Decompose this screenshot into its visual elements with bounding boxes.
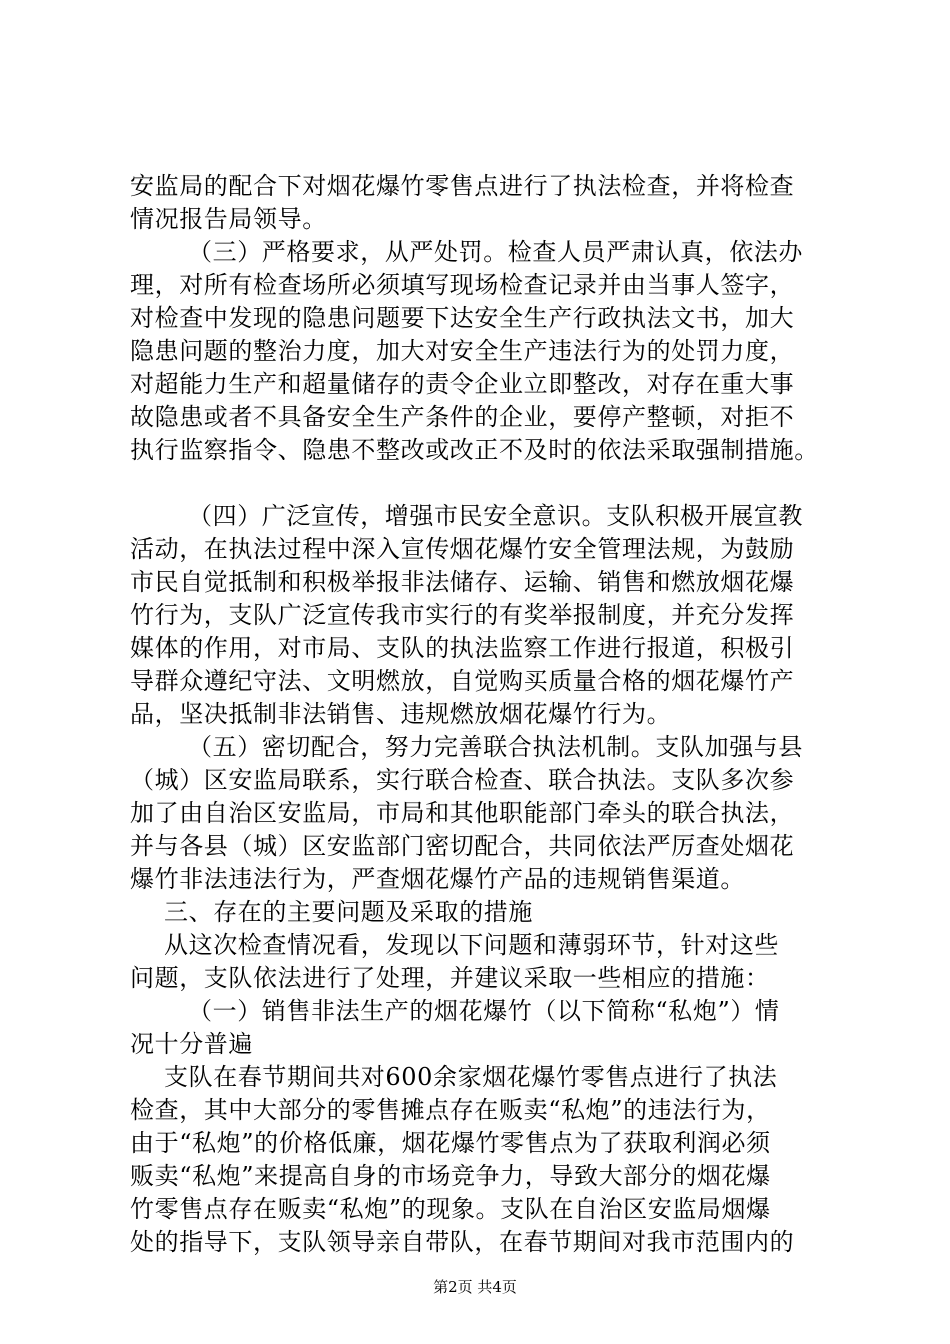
- text-line: 竹零售点存在贩卖“私炮”的现象。支队在自治区安监局烟爆: [130, 1195, 771, 1223]
- text-line: 对超能力生产和超量储存的责令企业立即整改，对存在重大事: [130, 370, 795, 398]
- text-line: 由于“私炮”的价格低廉，烟花爆竹零售点为了获取利润必须: [130, 1129, 771, 1157]
- text-line: 处的指导下，支队领导亲自带队，在春节期间对我市范围内的: [130, 1228, 795, 1256]
- text-line: 竹行为，支队广泛宣传我市实行的有奖举报制度，并充分发挥: [130, 601, 795, 629]
- page-number-footer: 第2页 共4页: [433, 1278, 517, 1296]
- document-body: [130, 170, 830, 1259]
- text-line: 导群众遵纪守法、文明燃放，自觉购买质量合格的烟花爆竹产: [130, 667, 795, 695]
- paragraph-gap: [130, 467, 830, 500]
- text-line: 贩卖“私炮”来提高自身的市场竞争力，导致大部分的烟花爆: [130, 1162, 771, 1190]
- text-line: 检查，其中大部分的零售摊点存在贩卖“私炮”的违法行为，: [130, 1096, 771, 1124]
- text-line: 活动，在执法过程中深入宣传烟花爆竹安全管理法规，为鼓励: [130, 535, 795, 563]
- subsection-heading: （一）销售非法生产的烟花爆竹（以下简称“私炮”）情: [188, 997, 780, 1025]
- text-line: 隐患问题的整治力度，加大对安全生产违法行为的处罚力度，: [130, 337, 795, 365]
- text-line: 理，对所有检查场所必须填写现场检查记录并由当事人签字，: [130, 271, 795, 299]
- paragraph-start: 从这次检查情况看，发现以下问题和薄弱环节，针对这些: [164, 931, 779, 959]
- text-line: 对检查中发现的隐患问题要下达安全生产行政执法文书，加大: [130, 304, 795, 332]
- text-line: 品，坚决抵制非法销售、违规燃放烟花爆竹行为。: [130, 700, 672, 728]
- section-heading: 三、存在的主要问题及采取的措施: [164, 898, 533, 926]
- text-line: 市民自觉抵制和积极举报非法储存、运输、销售和燃放烟花爆: [130, 568, 795, 596]
- text-line: 执行监察指令、隐患不整改或改正不及时的依法采取强制措施。: [130, 436, 819, 464]
- text-line: 问题，支队依法进行了处理，并建议采取一些相应的措施：: [130, 964, 770, 992]
- text-line: 情况报告局领导。: [130, 205, 327, 233]
- paragraph-start: （四）广泛宣传，增强市民安全意识。支队积极开展宣教: [188, 502, 803, 530]
- text-line: 故隐患或者不具备安全生产条件的企业，要停产整顿，对拒不: [130, 403, 795, 431]
- text-line: 媒体的作用，对市局、支队的执法监察工作进行报道，积极引: [130, 634, 795, 662]
- paragraph-start: 支队在春节期间共对600余家烟花爆竹零售点进行了执法: [164, 1063, 778, 1091]
- text-line: 况十分普遍: [130, 1030, 253, 1058]
- paragraph-start: （五）密切配合，努力完善联合执法机制。支队加强与县: [188, 733, 803, 761]
- text-line: 爆竹非法违法行为，严查烟花爆竹产品的违规销售渠道。: [130, 865, 745, 893]
- text-line: 并与各县（城）区安监部门密切配合，共同依法严厉查处烟花: [130, 832, 795, 860]
- text-line: 加了由自治区安监局，市局和其他职能部门牵头的联合执法，: [130, 799, 795, 827]
- text-line: 安监局的配合下对烟花爆竹零售点进行了执法检查，并将检查: [130, 172, 795, 200]
- paragraph-start: （三）严格要求，从严处罚。检查人员严肃认真，依法办: [188, 238, 803, 266]
- text-line: （城）区安监局联系，实行联合检查、联合执法。支队多次参: [130, 766, 795, 794]
